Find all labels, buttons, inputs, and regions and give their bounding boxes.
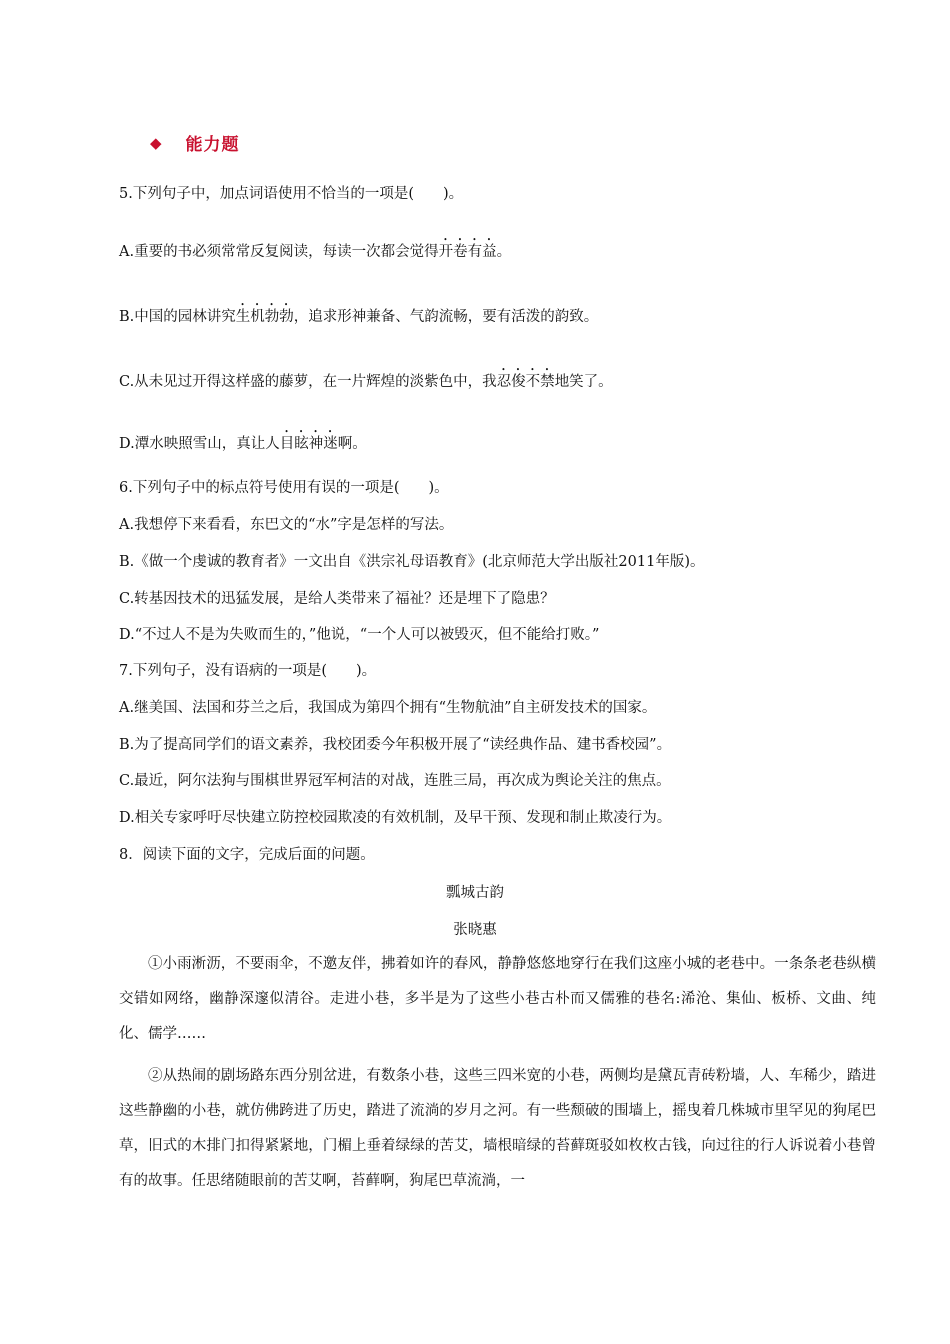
option-text: 啊。 bbox=[337, 436, 367, 452]
question-6-option-c: C.转基因技术的迅猛发展，是给人类带来了福祉？还是埋下了隐患？ bbox=[119, 591, 555, 607]
emphasized-phrase: 忍俊不禁 bbox=[496, 374, 555, 390]
question-7-option-d: D.相关专家呼吁尽快建立防控校园欺凌的有效机制，及早干预、发现和制止欺凌行为。 bbox=[119, 810, 672, 826]
question-5-option-a bbox=[119, 236, 511, 262]
option-text: B.中国的园林讲究 bbox=[119, 309, 236, 325]
option-text: C.从未见过开得这样盛的藤萝，在一片辉煌的淡紫色中，我 bbox=[119, 374, 497, 390]
emphasized-phrase: 生机勃勃 bbox=[235, 309, 294, 325]
article-author: 张晓惠 bbox=[453, 922, 497, 938]
option-text: 地笑了。 bbox=[554, 374, 613, 390]
question-7-option-c: C.最近，阿尔法狗与围棋世界冠军柯洁的对战，连胜三局，再次成为舆论关注的焦点。 bbox=[119, 773, 671, 789]
option-text: A.重要的书必须常常反复阅读，每读一次都会觉得 bbox=[119, 244, 439, 260]
option-text: D.潭水映照雪山，真让人 bbox=[119, 436, 280, 452]
question-7-stem: 7.下列句子，没有语病的一项是( )。 bbox=[119, 663, 377, 679]
diamond-icon: ◆ bbox=[150, 133, 162, 152]
article-paragraph-2: ②从热闹的剧场路东西分别岔进，有数条小巷，这些三四米宽的小巷，两侧均是黛瓦青砖粉墙，人、车稀少，踏进这些静幽的小巷，就仿佛跨进了历史，踏进了流淌的岁月之河。有一些颓破的围墙上，摇曳着几株城市里罕见的狗尾巴草，旧式的木排门扣得紧紧地，门楣上垂着绿绿的苦艾，墙根暗绿的苔藓斑驳如枚枚古钱，向过往的行人诉说着小巷曾有的故事。任思绪随眼前的苦艾啊，苔藓啊，狗尾巴草流淌，一 bbox=[119, 1068, 876, 1189]
question-6-stem: 6.下列句子中的标点符号使用有误的一项是( )。 bbox=[119, 480, 449, 496]
question-7-option-a: A.继美国、法国和芬兰之后，我国成为第四个拥有“生物航油”自主研发技术的国家。 bbox=[119, 700, 657, 716]
option-text: 。 bbox=[496, 244, 512, 260]
article-title: 瓢城古韵 bbox=[446, 885, 504, 901]
section-title: 能力题 bbox=[185, 135, 240, 155]
question-6-option-b: B.《做一个虔诚的教育者》一文出自《洪宗礼母语教育》(北京师范大学出版社2011年版)。 bbox=[119, 554, 705, 570]
question-6-option-a: A.我想停下来看看，东巴文的“水”字是怎样的写法。 bbox=[119, 517, 454, 533]
question-6-option-d: D.“不过人不是为失败而生的，”他说，“一个人可以被毁灭，但不能给打败。” bbox=[119, 627, 600, 643]
question-5-option-c bbox=[119, 366, 613, 392]
question-8-stem: 8．阅读下面的文字，完成后面的问题。 bbox=[119, 847, 375, 863]
emphasized-phrase: 目眩神迷 bbox=[279, 436, 338, 452]
option-text: ，追求形神兼备、气韵流畅，要有活泼的韵致。 bbox=[293, 309, 599, 325]
question-5-stem: 5.下列句子中，加点词语使用不恰当的一项是( )。 bbox=[119, 186, 464, 202]
article-paragraph-1: ①小雨淅沥，不要雨伞，不邀友伴，拂着如许的春风，静静悠悠地穿行在我们这座小城的老巷中。一条条老巷纵横交错如网络，幽静深邃似清谷。走进小巷，多半是为了这些小巷古朴而又儒雅的巷名:浠沧、集仙、板桥、文曲、纯化、儒学…… bbox=[119, 956, 876, 1042]
emphasized-phrase: 开卷有益 bbox=[438, 244, 497, 260]
question-5-option-d bbox=[119, 428, 367, 454]
question-7-option-b: B.为了提高同学们的语文素养，我校团委今年积极开展了“读经典作品、建书香校园”。 bbox=[119, 737, 672, 753]
question-5-option-b bbox=[119, 301, 598, 327]
section-header bbox=[150, 130, 240, 155]
